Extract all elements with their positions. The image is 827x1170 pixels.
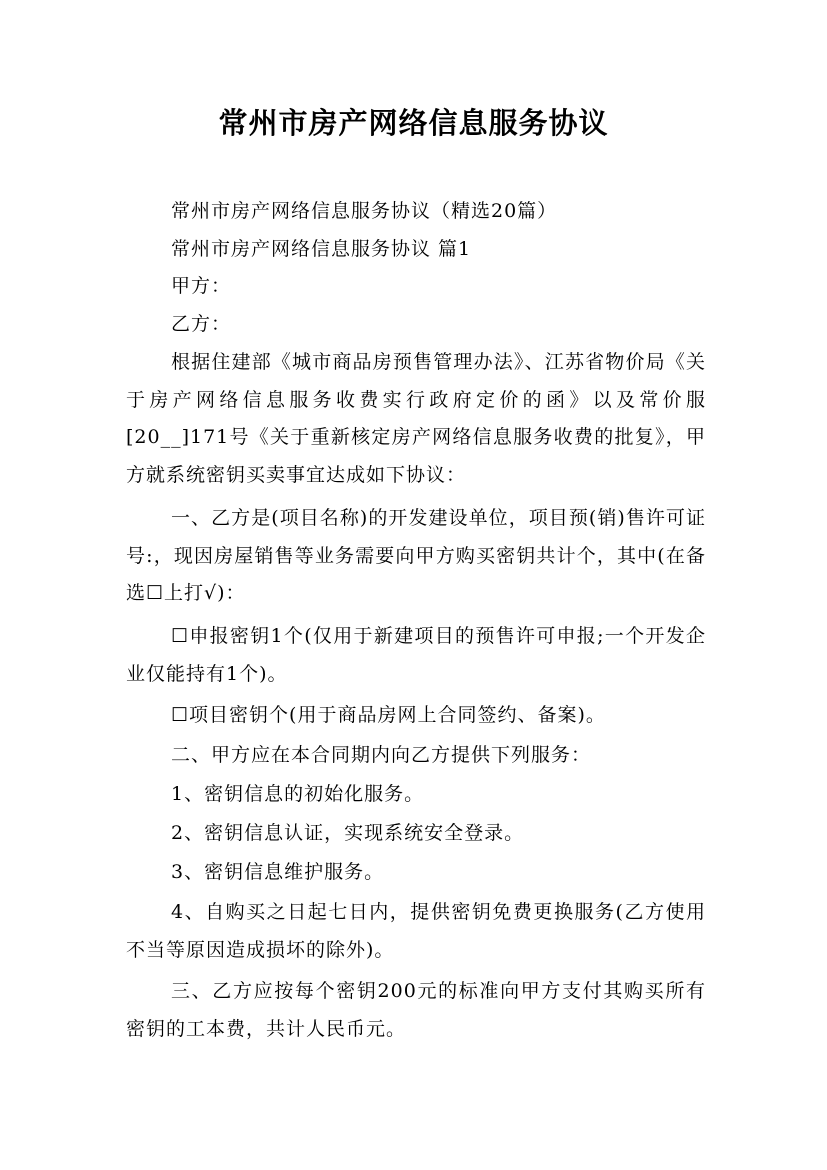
paragraph-clause-2: 二、甲方应在本合同期内向乙方提供下列服务： xyxy=(171,744,592,766)
paragraph-subtitle: 常州市房产网络信息服务协议（精选20篇） xyxy=(171,200,558,222)
paragraph-section-heading: 常州市房产网络信息服务协议 篇1 xyxy=(171,238,472,260)
paragraph-clause-3: 三、乙方应按每个密钥200元的标准向甲方支付其购买所有密钥的工本费，共计人民币元。 xyxy=(126,980,706,1040)
document-title: 常州市房产网络信息服务协议 xyxy=(218,106,609,140)
paragraph-project-key: ☐项目密钥个(用于商品房网上合同签约、备案)。 xyxy=(171,704,606,726)
paragraph-service-1: 1、密钥信息的初始化服务。 xyxy=(171,783,425,805)
paragraph-basis: 根据住建部《城市商品房预售管理办法》、江苏省物价局《关于房产网络信息服务收费实行政府定价的函》以及常价服[20__]171号《关于重新核定房产网络信息服务收费的批复》，甲方就系统密钥买卖事宜达成如下协议： xyxy=(126,351,706,486)
paragraph-apply-key: ☐申报密钥1个(仅用于新建项目的预售许可申报;一个开发企业仅能持有1个)。 xyxy=(126,625,706,685)
paragraph-service-2: 2、密钥信息认证，实现系统安全登录。 xyxy=(171,822,525,844)
paragraph-service-4: 4、自购买之日起七日内，提供密钥免费更换服务(乙方使用不当等原因造成损坏的除外)。 xyxy=(126,901,706,961)
paragraph-party-b: 乙方： xyxy=(171,313,232,335)
paragraph-service-3: 3、密钥信息维护服务。 xyxy=(171,861,385,883)
paragraph-party-a: 甲方： xyxy=(171,275,232,297)
paragraph-clause-1: 一、乙方是(项目名称)的开发建设单位，项目预(销)售许可证号:，现因房屋销售等业务需要向甲方购买密钥共计个，其中(在备选☐上打√)： xyxy=(126,507,706,604)
